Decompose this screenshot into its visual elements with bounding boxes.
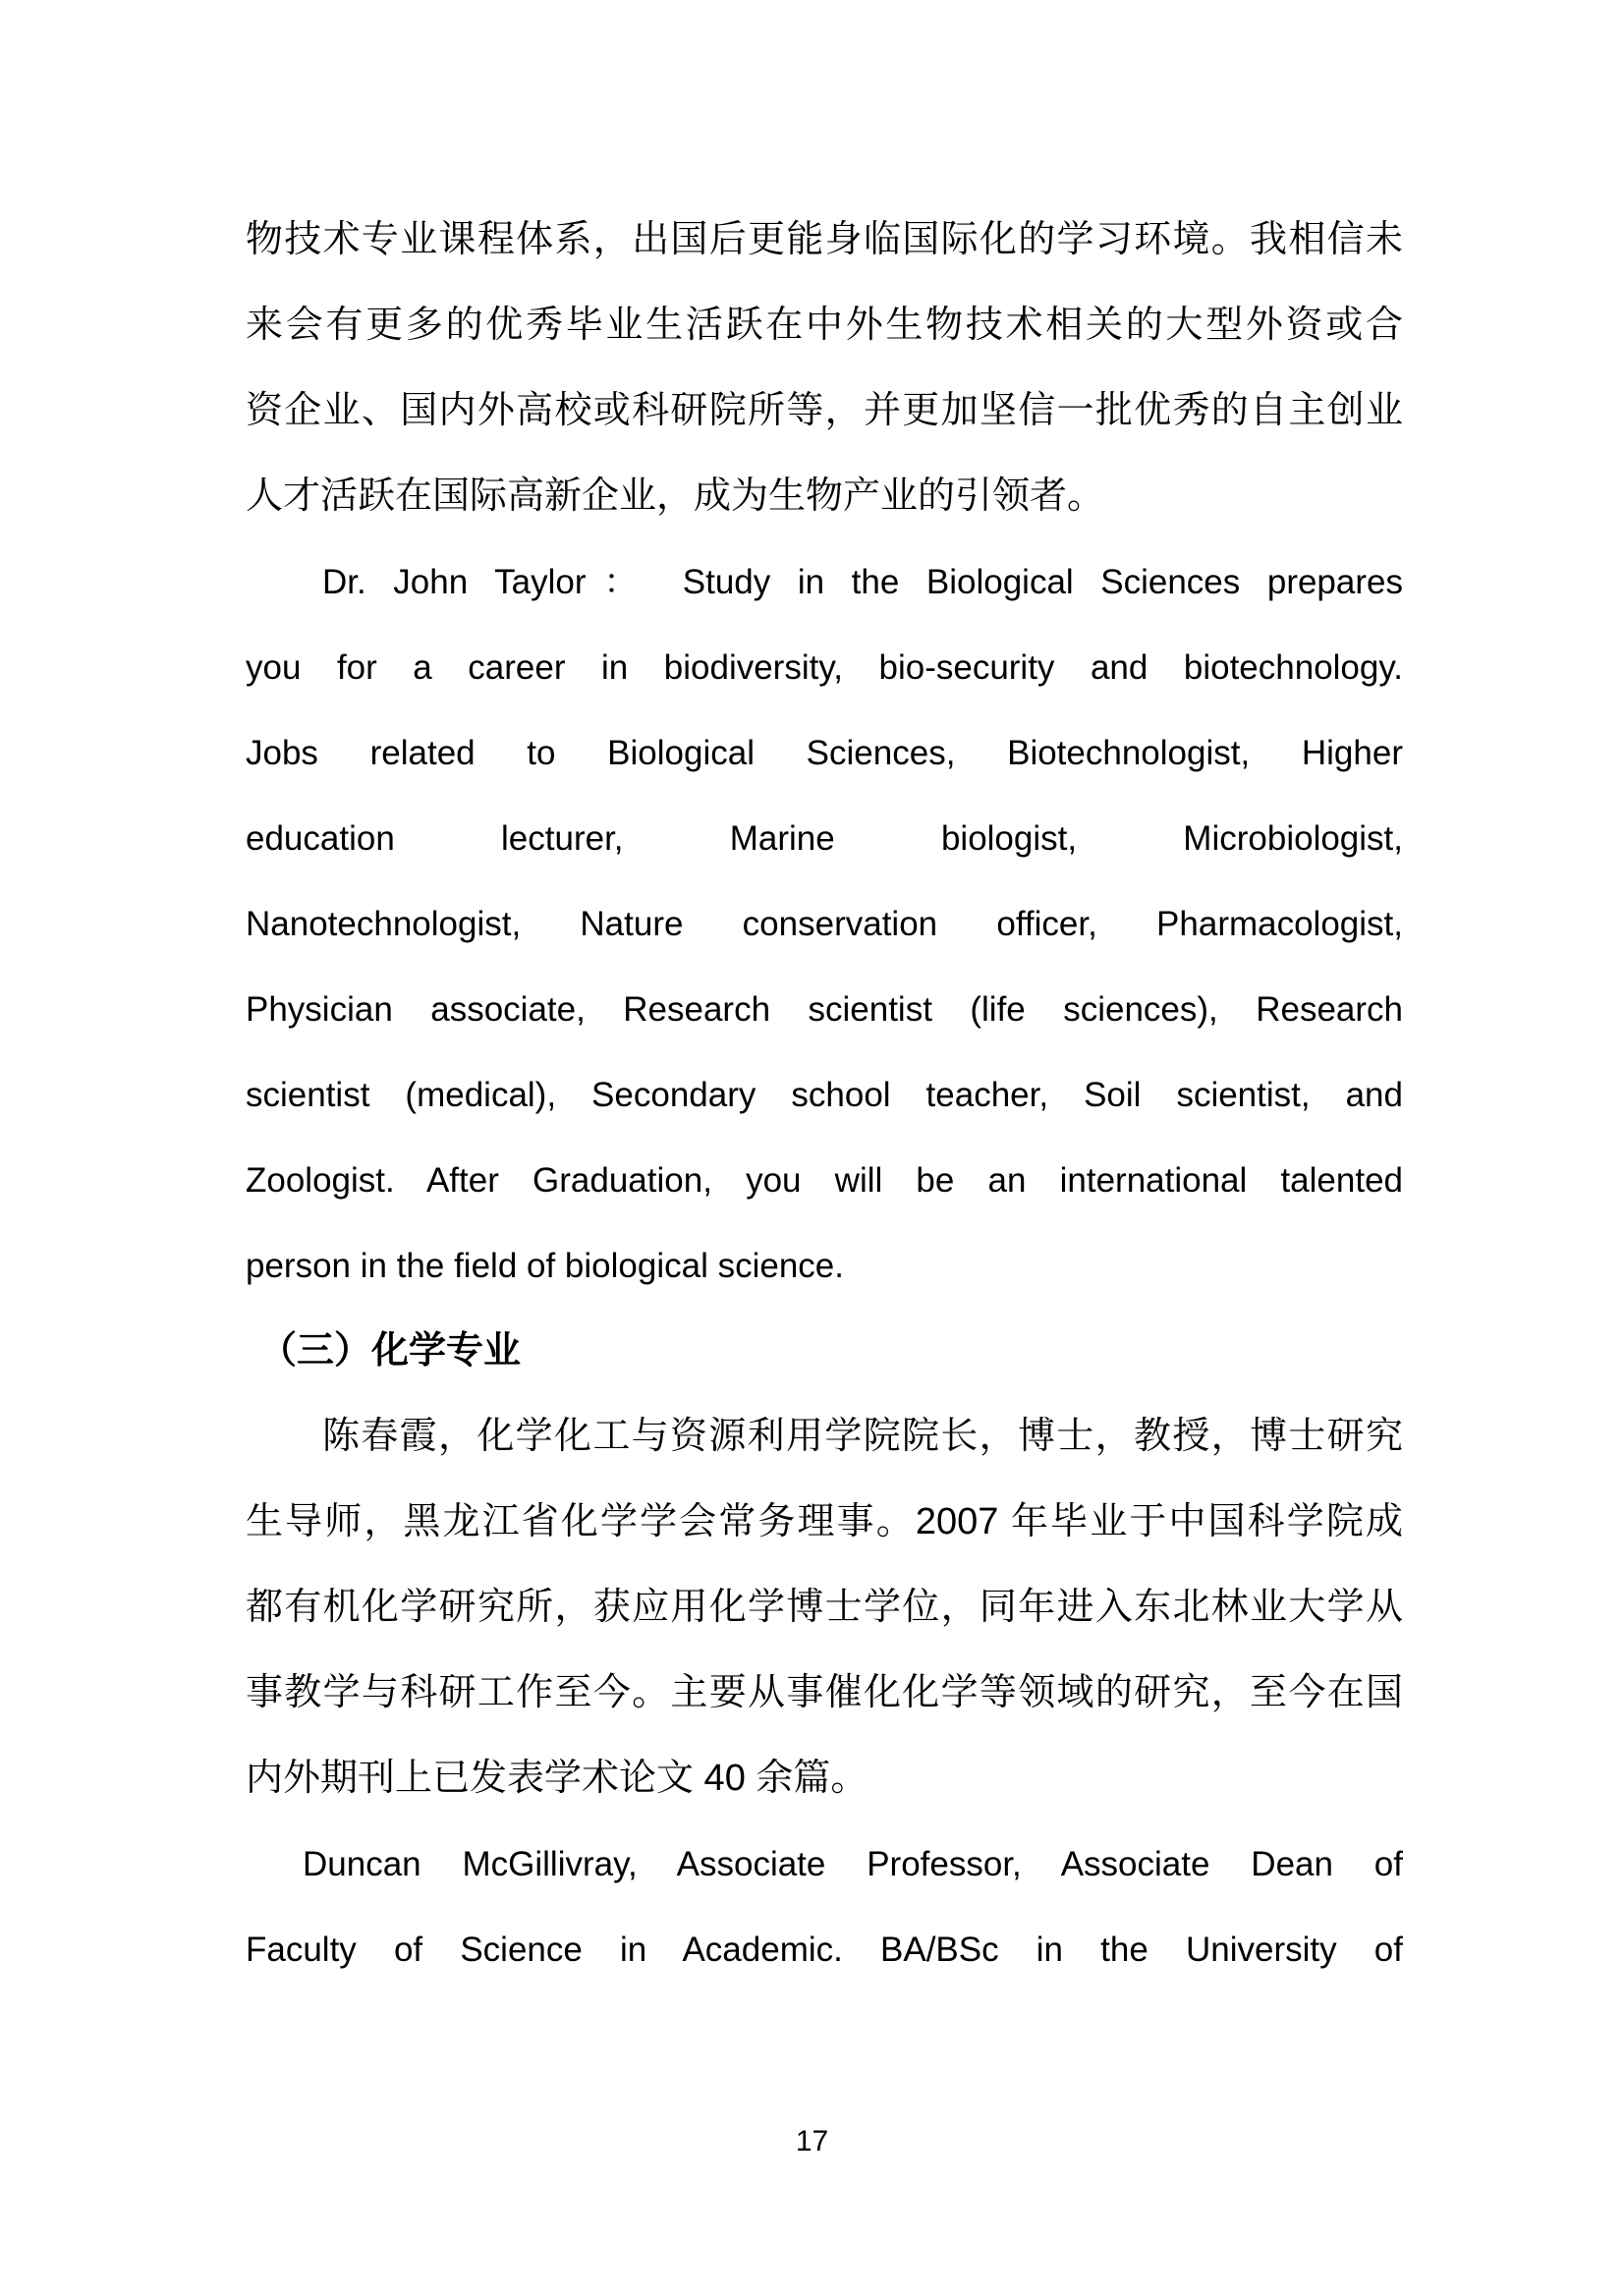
text-line: 生导师，黑龙江省化学学会常务理事。2007 年毕业于中国科学院成 [246,1501,1403,1542]
text-line: 内外期刊上已发表学术论文 40 余篇。 [246,1758,868,1799]
text-line: Duncan McGillivray, Associate Professor, Associate Dean of [303,1845,1403,1883]
text-line: Nanotechnologist, Nature conservation officer, Pharmacologist, [246,905,1403,943]
text-line: 人才活跃在国际高新企业，成为生物产业的引领者。 [246,476,1105,517]
paragraph-en-john-taylor [246,539,1403,1309]
paragraph-cn-continuation [246,197,1403,539]
text-line: 资企业、国内外高校或科研院所等，并更加坚信一批优秀的自主创业 [246,390,1403,431]
text-line: Physician associate, Research scientist (life sciences), Research [246,990,1403,1029]
paragraph-cn-chen-chunxia [246,1394,1403,1821]
text-line: 陈春霞，化学化工与资源利用学院院长，博士，教授，博士研究 [322,1416,1403,1457]
text-line: 事教学与科研工作至今。主要从事催化化学等领域的研究，至今在国 [246,1672,1403,1713]
text-line: 来会有更多的优秀毕业生活跃在中外生物技术相关的大型外资或合 [246,305,1403,346]
paragraph-en-duncan-mcgillivray [246,1821,1403,1992]
text-line: Zoologist. After Graduation, you will be an international talented [246,1161,1403,1200]
section-heading-chemistry: （三）化学专业 [259,1330,522,1372]
text-line: Faculty of Science in Academic. BA/BSc in the University of [246,1931,1403,1969]
page-body [246,197,1403,1992]
page-number: 17 [795,2125,829,2157]
text-line: person in the field of biological science. [246,1247,844,1285]
text-line: 都有机化学研究所，获应用化学博士学位，同年进入东北林业大学从 [246,1587,1403,1628]
text-line: you for a career in biodiversity, bio-security and biotechnology. [246,648,1403,687]
text-line: Jobs related to Biological Sciences, Biotechnologist, Higher [246,734,1403,772]
text-line: 物技术专业课程体系，出国后更能身临国际化的学习环境。我相信未 [246,219,1403,260]
text-line: scientist (medical), Secondary school teacher, Soil scientist, and [246,1076,1403,1114]
text-line: education lecturer, Marine biologist, Microbiologist, [246,819,1403,858]
text-line: Dr. John Taylor： Study in the Biological Sciences prepares [322,563,1403,601]
page-footer [0,2114,1624,2169]
